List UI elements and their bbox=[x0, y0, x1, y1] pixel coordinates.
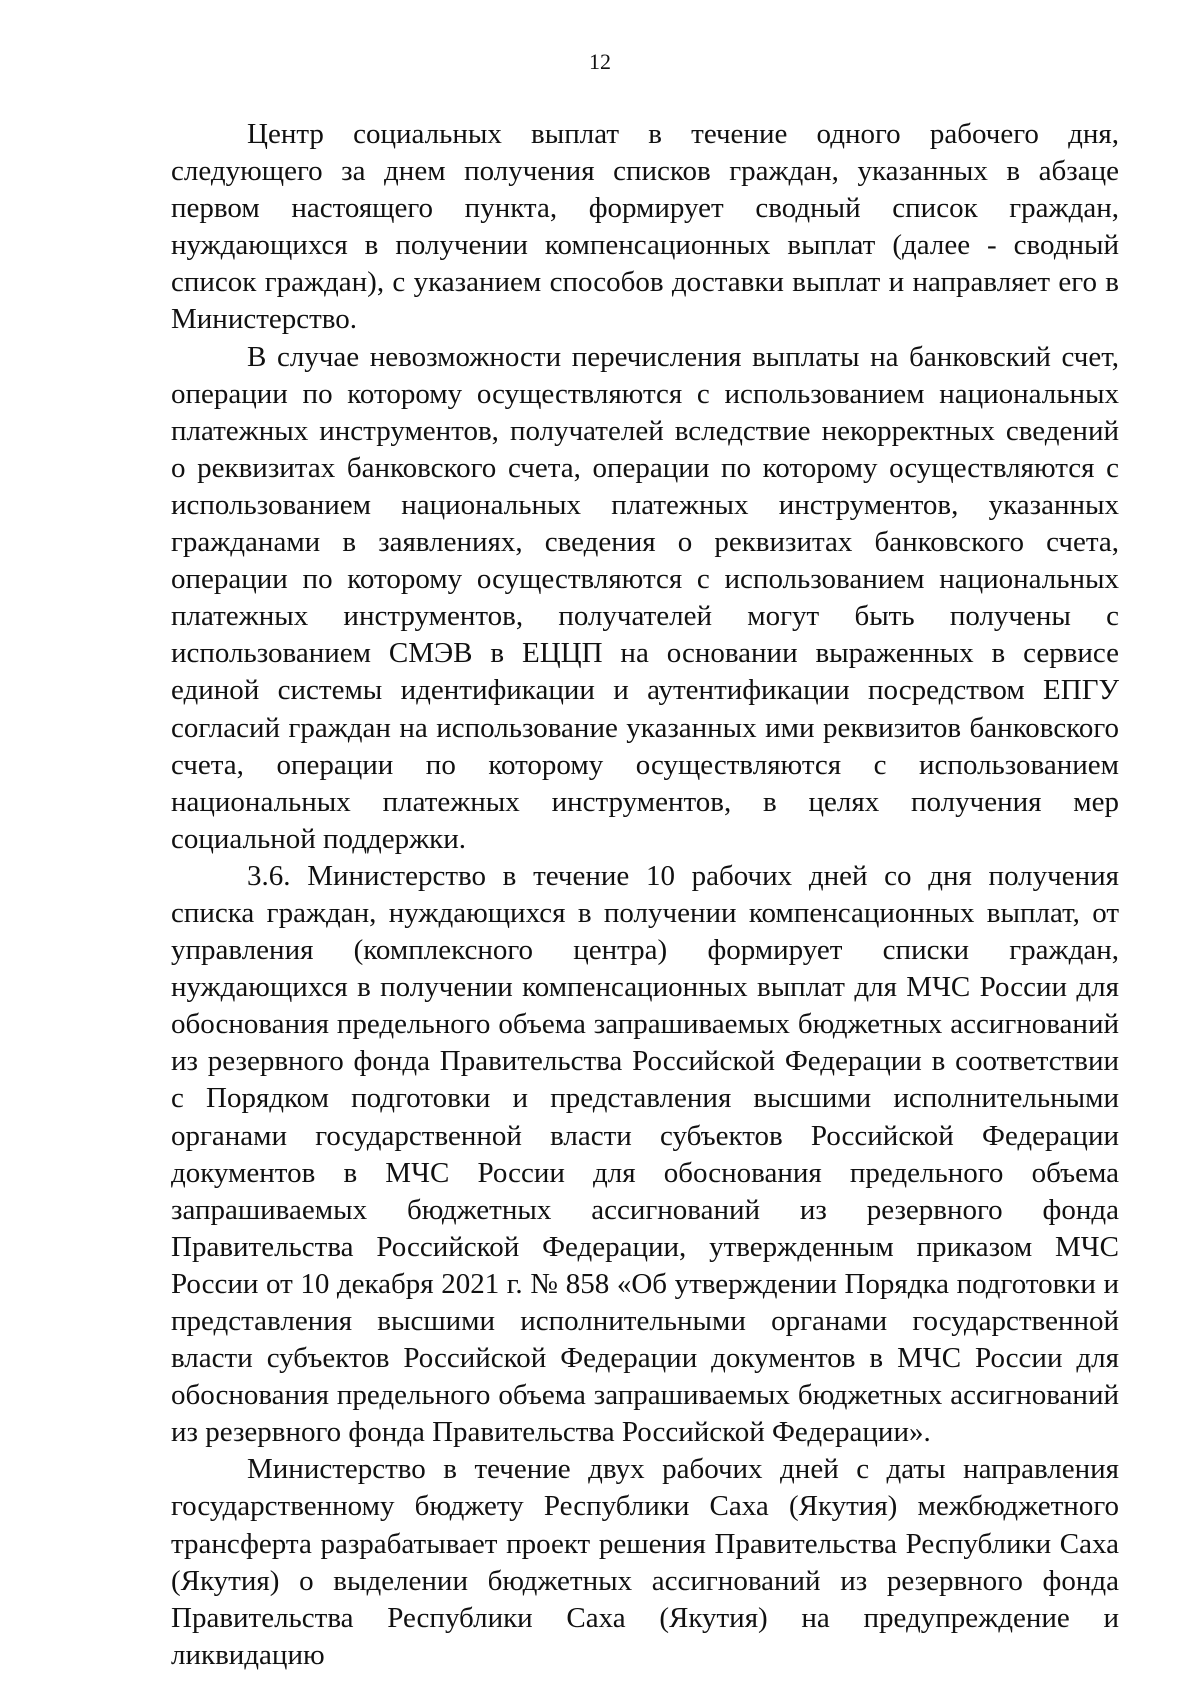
paragraph-summary-list: Центр социальных выплат в течение одного рабочего дня, следующего за днем получения списков граждан, указанных в абзаце первом настоящего пункта, формирует сводный список граждан, нуждающихся в получении компенсационных выплат (далее - сводный список граждан), с указанием способов доставки выплат и направляет его в Министерство. bbox=[171, 118, 1119, 336]
paragraph-reserve-fund: Министерство в течение двух рабочих дней с даты направления государственному бюджету Республики Саха (Якутия) межбюджетного трансферта разрабатывает проект решения Правительства Республики Саха (Якутия) о выделении бюджетных ассигнований из резервного фонда Правительства Республики Саха (Якутия) на предупреждение и ликвидацию bbox=[171, 1453, 1119, 1671]
document-body bbox=[171, 116, 1119, 1674]
paragraph-bank-account: В случае невозможности перечисления выплаты на банковский счет, операции по которому осуществляются с использованием национальных платежных инструментов, получателей вследствие некорректных сведений о реквизитах банковского счета, операции по которому осуществляются с использованием национальных платежных инструментов, указанных гражданами в заявлениях, сведения о реквизитах банковского счета, операции по которому осуществляются с использованием национальных платежных инструментов, получателей могут быть получены с использованием СМЭВ в ЕЦЦП на основании выраженных в сервисе единой системы идентификации и аутентификации посредством ЕПГУ согласий граждан на использование указанных ими реквизитов банковского счета, операции по которому осуществляются с использованием национальных платежных инструментов, в целях получения мер социальной поддержки. bbox=[171, 340, 1119, 855]
page-number: 12 bbox=[589, 49, 611, 74]
paragraph-section-3-6: 3.6. Министерство в течение 10 рабочих дней со дня получения списка граждан, нуждающихся в получении компенсационных выплат, от управления (комплексного центра) формирует списки граждан, нуждающихся в получении компенсационных выплат для МЧС России для обоснования предельного объема запрашиваемых бюджетных ассигнований из резервного фонда Правительства Российской Федерации в соответствии с Порядком подготовки и представления высшими исполнительными органами государственной власти субъектов Российской Федерации документов в МЧС России для обоснования предельного объема запрашиваемых бюджетных ассигнований из резервного фонда Правительства Российской Федерации, утвержденным приказом МЧС России от 10 декабря 2021 г. № 858 «Об утверждении Порядка подготовки и представления высшими исполнительными органами государственной власти субъектов Российской Федерации документов в МЧС России для обоснования предельного объема запрашиваемых бюджетных ассигнований из резервного фонда Правительства Российской Федерации». bbox=[171, 859, 1119, 1449]
